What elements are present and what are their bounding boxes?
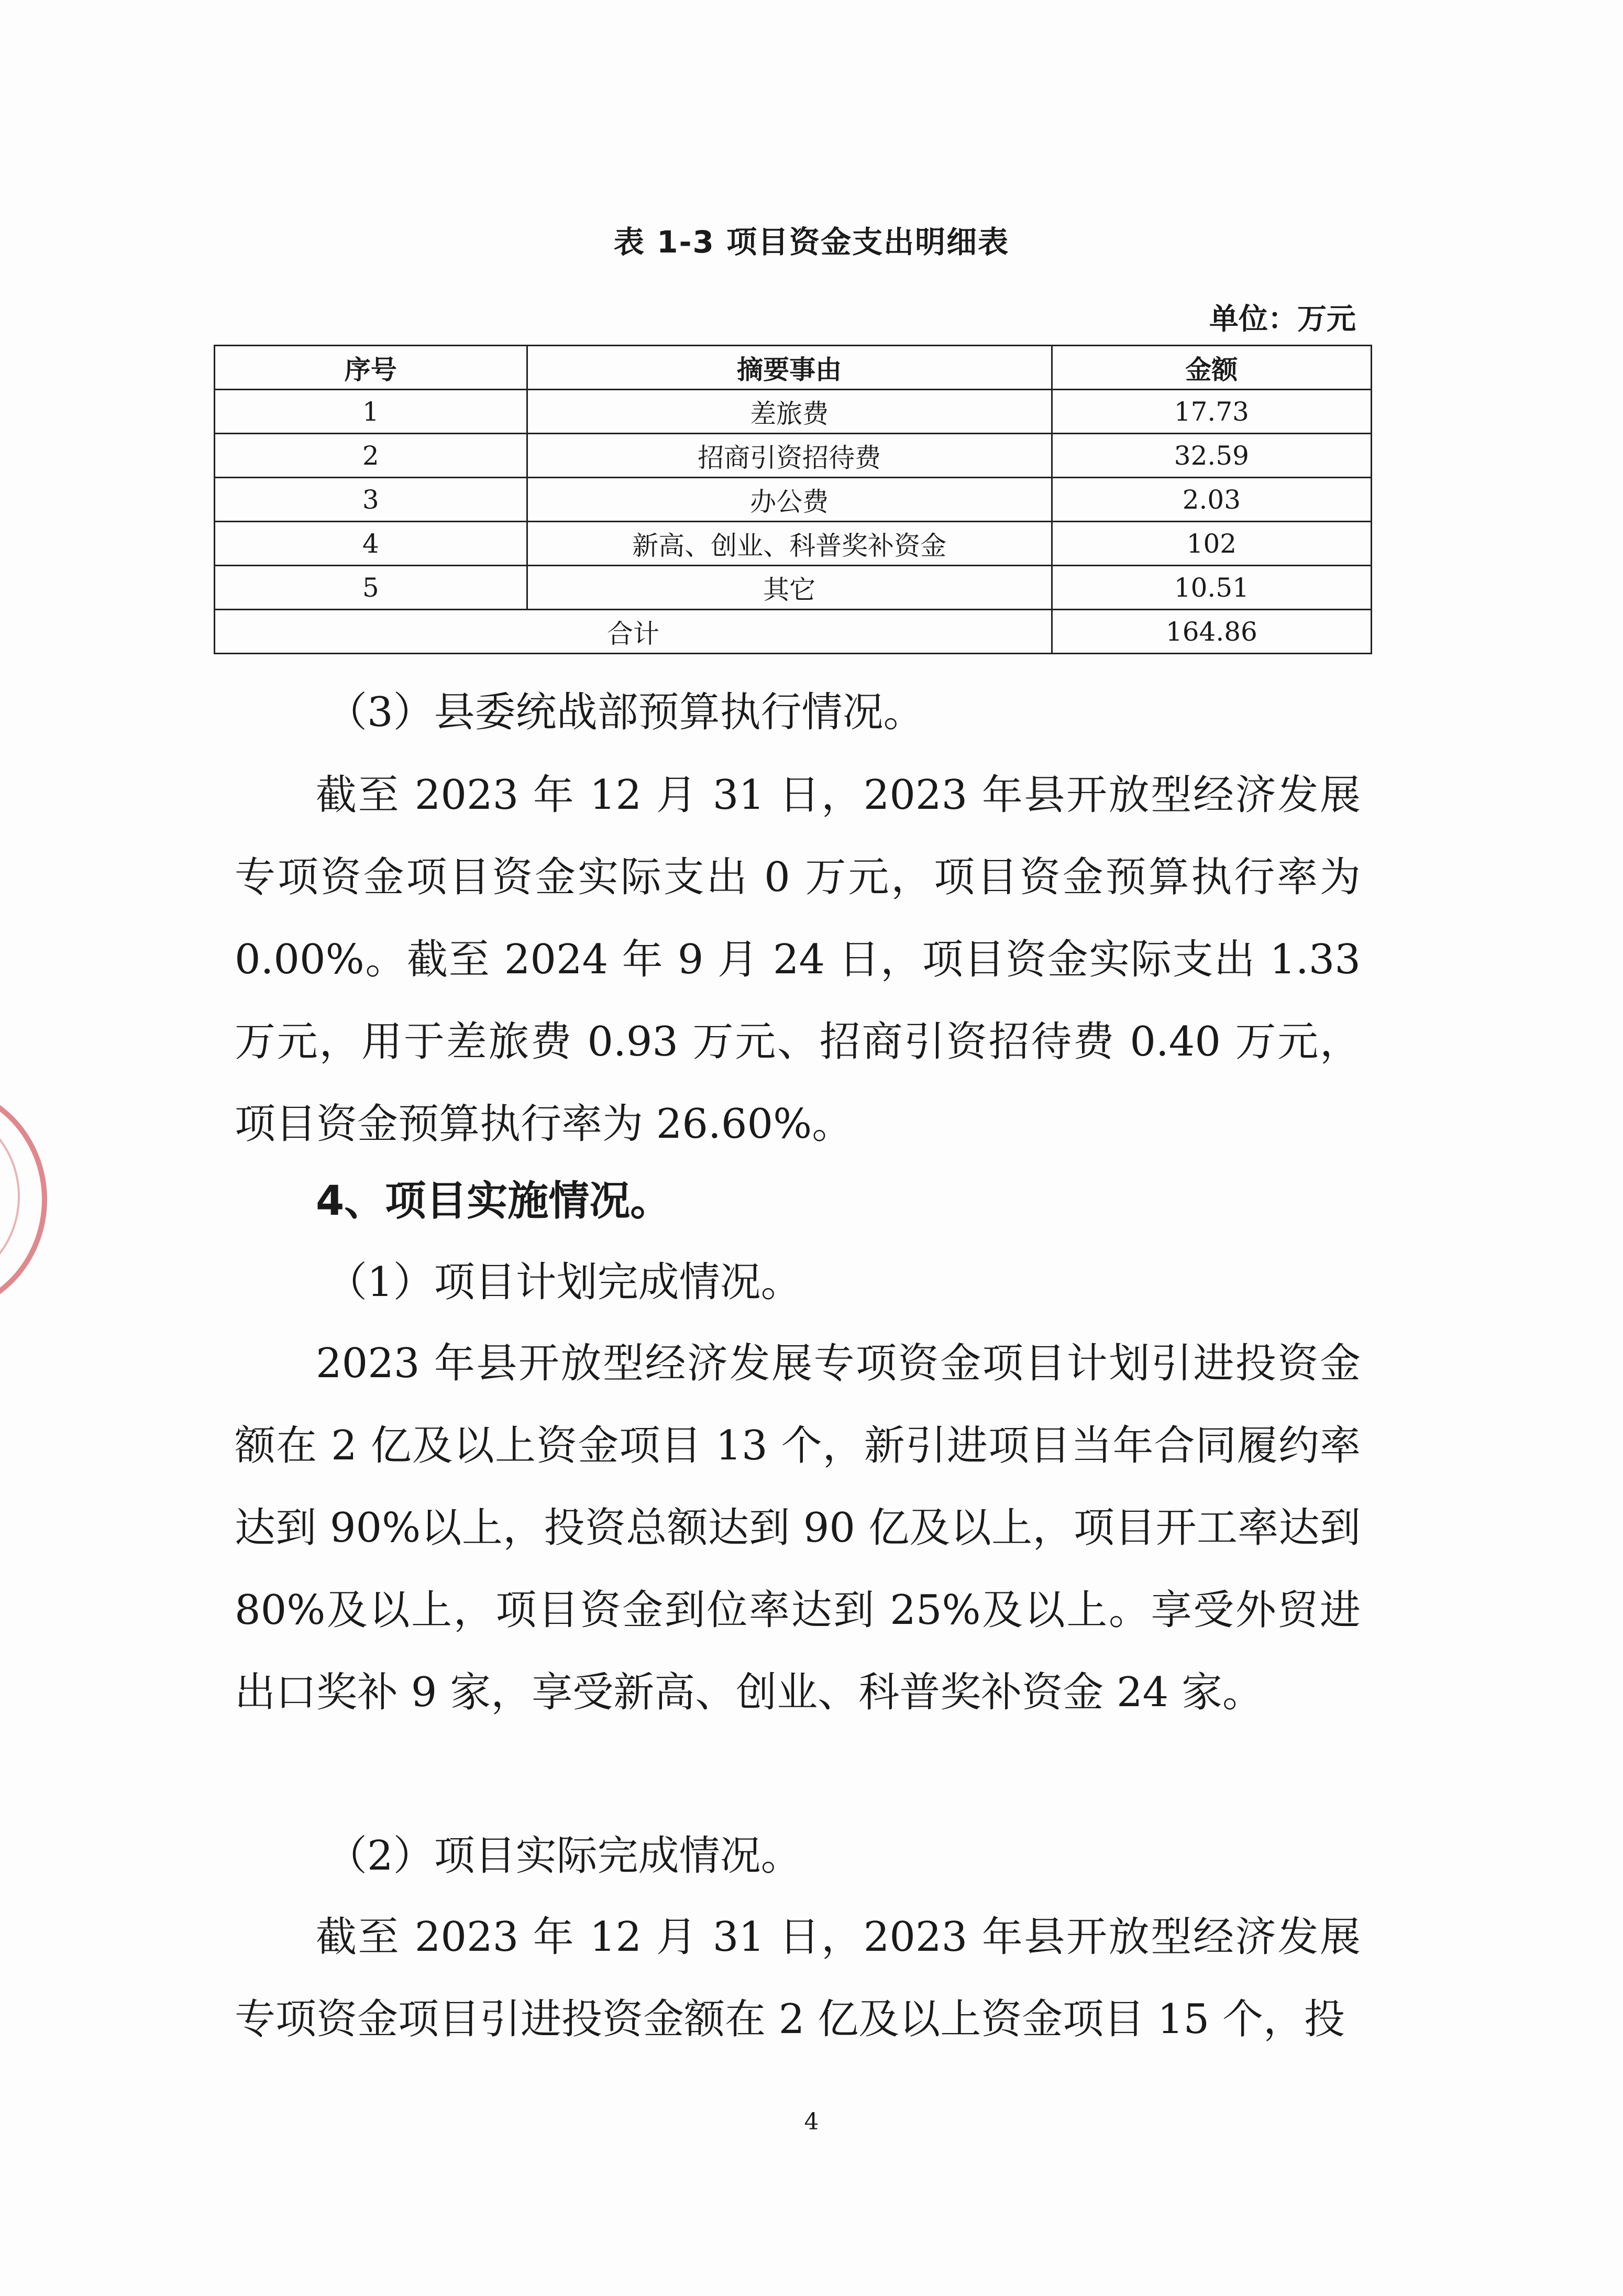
row-index: 1 — [215, 390, 527, 434]
table-title: 表 1-3 项目资金支出明细表 — [613, 224, 1010, 260]
table-total-row — [215, 610, 1372, 654]
paragraph-united-front-budget: 截至 2023 年 12 月 31 日，2023 年县开放型经济发展专项资金项目资金实际支出 0 万元，项目资金预算执行率为 0.00%。截至 2024 年 9 月 24 日，项目资金实际支出 1.33 万元，用于差旅费 0.93 万元、招商引资招待费 0.40 万元，项目资金预算执行率为 26.60%。 — [235, 772, 1361, 1148]
table-unit: 单位：万元 — [1209, 302, 1356, 336]
subsection-heading-united-front-budget: （3）县委统战部预算执行情况。 — [326, 689, 924, 736]
table-row — [215, 434, 1372, 478]
row-description: 办公费 — [527, 478, 1052, 522]
page-number: 4 — [804, 2108, 819, 2135]
subsection-heading-plan: （1）项目计划完成情况。 — [326, 1259, 802, 1306]
header-description: 摘要事由 — [527, 346, 1052, 390]
header-index: 序号 — [215, 346, 527, 390]
row-amount: 17.73 — [1052, 390, 1371, 434]
row-index: 4 — [215, 522, 527, 566]
row-description: 招商引资招待费 — [527, 434, 1052, 478]
expense-table — [214, 345, 1372, 654]
header-amount: 金额 — [1052, 346, 1371, 390]
row-index: 3 — [215, 478, 527, 522]
table-row — [215, 522, 1372, 566]
subsection-heading-actual: （2）项目实际完成情况。 — [326, 1832, 802, 1880]
table-row — [215, 390, 1372, 434]
row-description: 其它 — [527, 566, 1052, 610]
row-description: 差旅费 — [527, 390, 1052, 434]
table-row — [215, 566, 1372, 610]
total-amount: 164.86 — [1052, 610, 1371, 654]
table-row — [215, 478, 1372, 522]
total-label: 合计 — [215, 610, 1052, 654]
row-amount: 32.59 — [1052, 434, 1371, 478]
table-header-row — [215, 346, 1372, 390]
row-index: 5 — [215, 566, 527, 610]
section-heading-implementation: 4、项目实施情况。 — [316, 1178, 671, 1225]
row-amount: 102 — [1052, 522, 1371, 566]
row-index: 2 — [215, 434, 527, 478]
row-description: 新高、创业、科普奖补资金 — [527, 522, 1052, 566]
row-amount: 10.51 — [1052, 566, 1371, 610]
paragraph-actual: 截至 2023 年 12 月 31 日，2023 年县开放型经济发展专项资金项目引进投资金额在 2 亿及以上资金项目 15 个，投 — [235, 1914, 1361, 2043]
row-amount: 2.03 — [1052, 478, 1371, 522]
paragraph-plan: 2023 年县开放型经济发展专项资金项目计划引进投资金额在 2 亿及以上资金项目 13 个，新引进项目当年合同履约率达到 90%以上，投资总额达到 90 亿及以上，项目开工率达到 80%及以上，项目资金到位率达到 25%及以上。享受外贸进出口奖补 9 家，享受新高、创业、科普奖补资金 24 家。 — [235, 1340, 1361, 1716]
